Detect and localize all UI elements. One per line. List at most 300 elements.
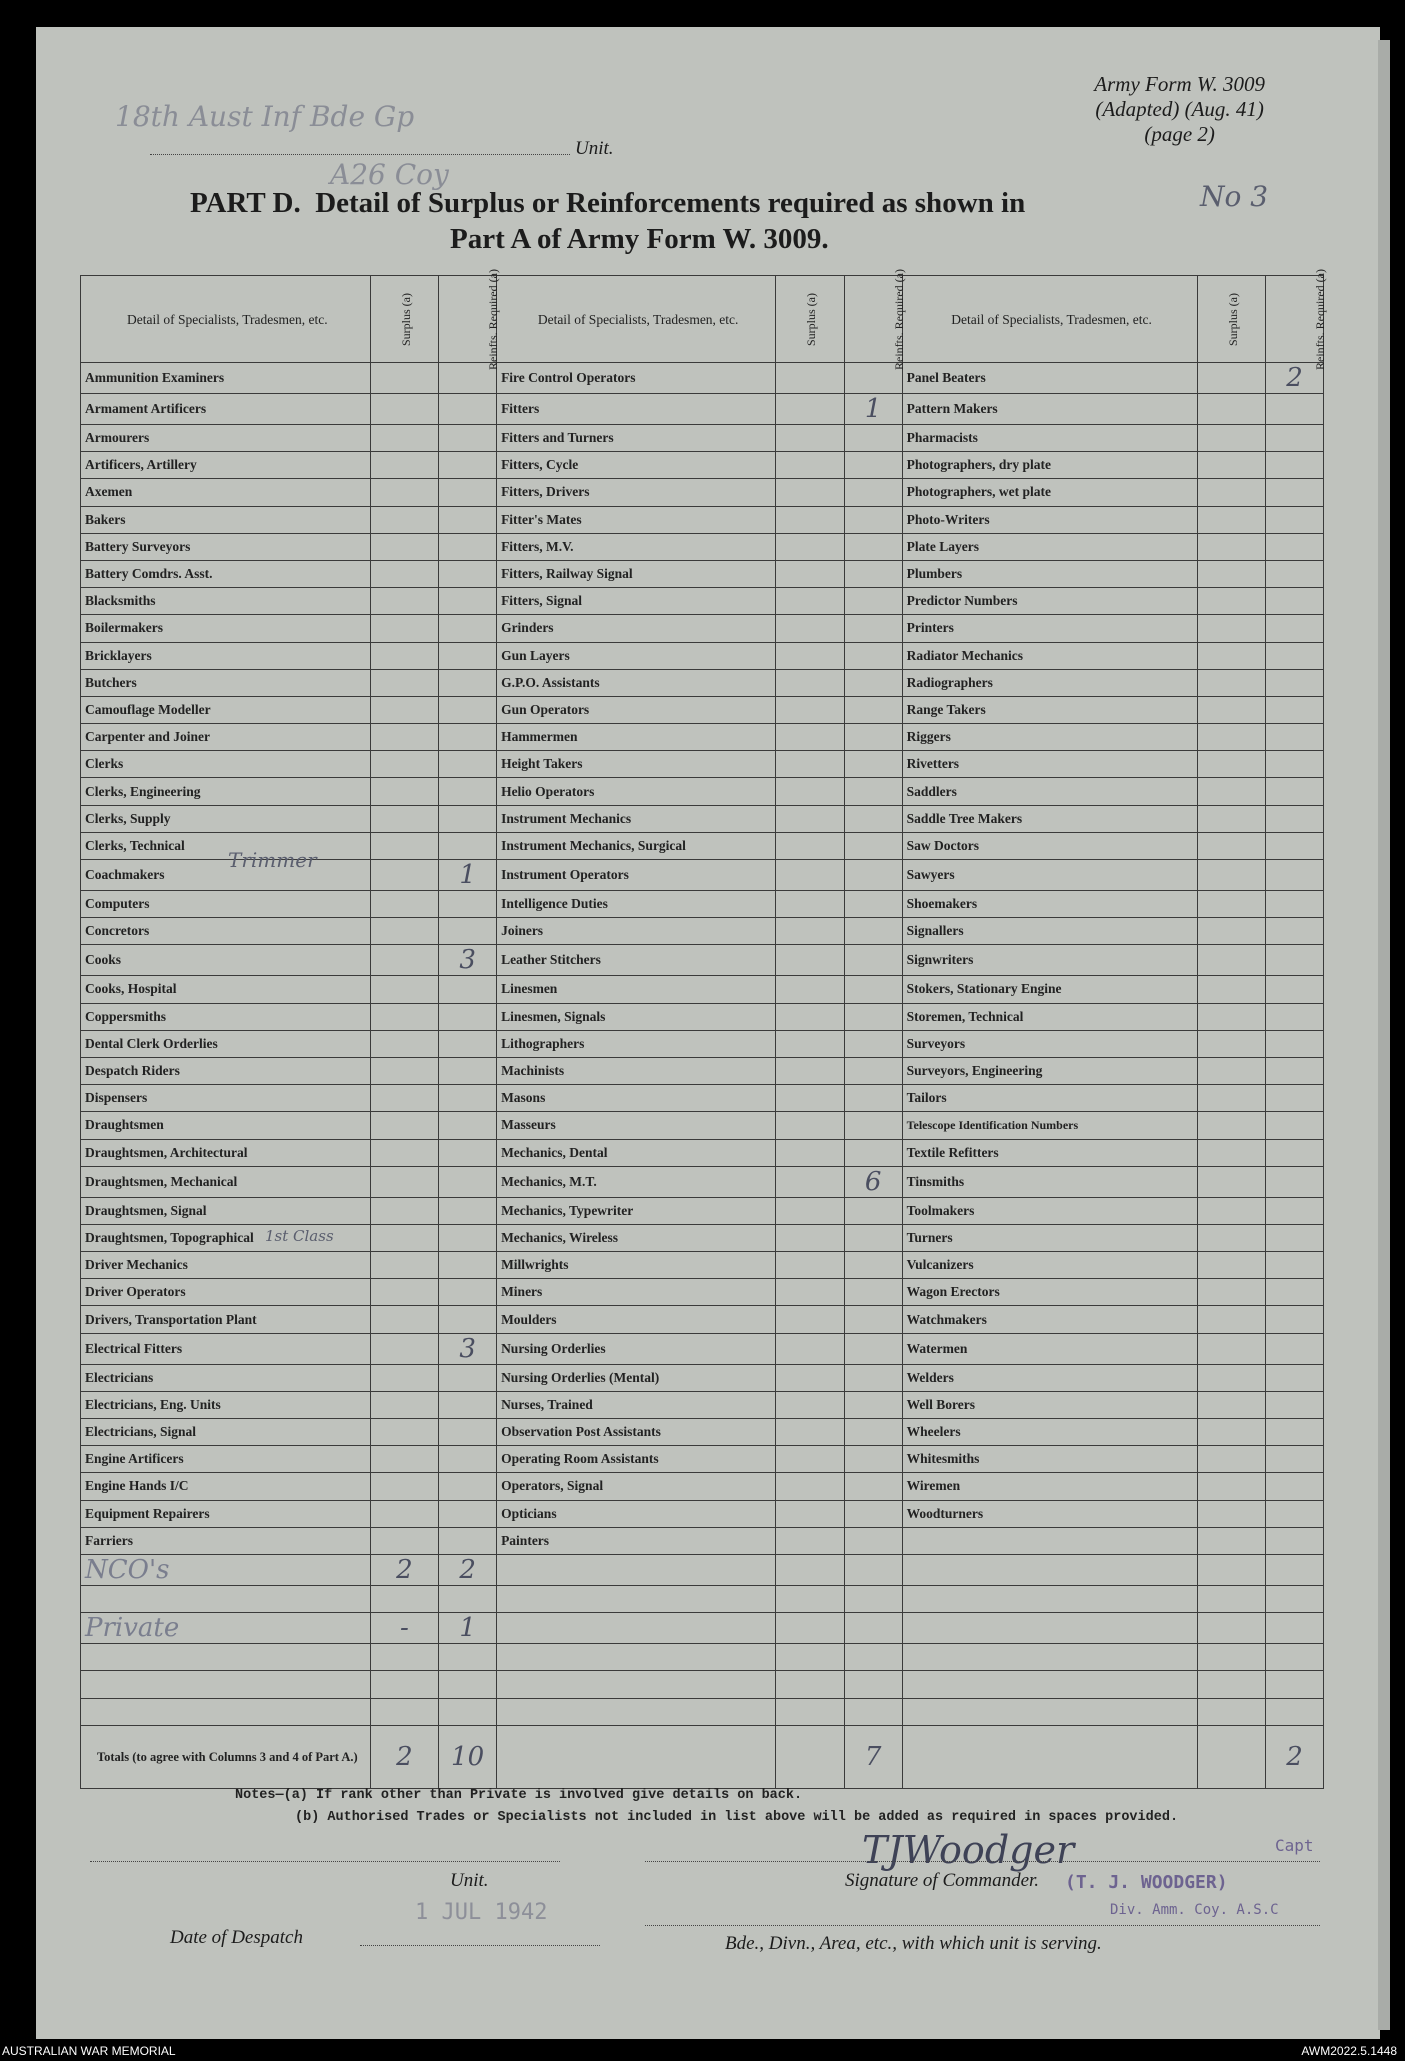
- detail-cell: Radiator Mechanics: [902, 642, 1197, 669]
- reinfts-cell: [439, 1698, 497, 1725]
- reinfts-cell: [844, 642, 902, 669]
- reinfts-cell: [1266, 1030, 1324, 1057]
- reinfts-cell: [439, 1197, 497, 1224]
- detail-cell: Equipment Repairers: [81, 1500, 371, 1527]
- surplus-cell: [1197, 1613, 1265, 1644]
- note-b: (b) Authorised Trades or Specialists not included in list above will be added as required in spaces provided.: [295, 1810, 1179, 1825]
- reinfts-cell: [1266, 1554, 1324, 1585]
- detail-cell: Grinders: [497, 615, 776, 642]
- detail-cell: Riggers: [902, 724, 1197, 751]
- reinfts-cell: [844, 1112, 902, 1139]
- detail-cell: Nurses, Trained: [497, 1391, 776, 1418]
- table-row: [81, 805, 1324, 832]
- stamp-rank: Capt: [1275, 1836, 1314, 1855]
- surplus-cell: [776, 1279, 844, 1306]
- surplus-cell: [1197, 560, 1265, 587]
- footer-unit-label: Unit.: [450, 1870, 489, 1891]
- surplus-header-1: Surplus (a): [370, 276, 438, 363]
- surplus-cell: [776, 945, 844, 976]
- reinfts-cell: [439, 425, 497, 452]
- surplus-cell: [1197, 1306, 1265, 1333]
- detail-cell: Predictor Numbers: [902, 588, 1197, 615]
- surplus-cell: [370, 425, 438, 452]
- despatch-line: [360, 1945, 600, 1946]
- surplus-cell: [370, 452, 438, 479]
- reinfts-cell: [1266, 1085, 1324, 1112]
- detail-cell: Range Takers: [902, 696, 1197, 723]
- detail-cell: Electricians: [81, 1364, 371, 1391]
- surplus-cell: [370, 506, 438, 533]
- reinfts-cell: [844, 1139, 902, 1166]
- reinfts-cell: [844, 778, 902, 805]
- detail-cell: [902, 1698, 1197, 1725]
- reinfts-cell: [1266, 560, 1324, 587]
- detail-cell: Whitesmiths: [902, 1446, 1197, 1473]
- reinfts-cell: [844, 724, 902, 751]
- detail-cell: Plate Layers: [902, 533, 1197, 560]
- table-row: [81, 724, 1324, 751]
- detail-header-3: Detail of Specialists, Tradesmen, etc.: [902, 276, 1197, 363]
- detail-cell: Printers: [902, 615, 1197, 642]
- surplus-cell: [1197, 642, 1265, 669]
- reinfts-cell: [844, 860, 902, 891]
- surplus-cell: [1197, 479, 1265, 506]
- detail-cell: Machinists: [497, 1057, 776, 1084]
- reinfts-cell: [439, 1139, 497, 1166]
- detail-cell: Operators, Signal: [497, 1473, 776, 1500]
- notes-block: [235, 1785, 1178, 1829]
- detail-cell: Armourers: [81, 425, 371, 452]
- detail-cell: Draughtsmen: [81, 1112, 371, 1139]
- reinfts-cell: [1266, 1391, 1324, 1418]
- totals-blank-2: [497, 1725, 776, 1788]
- detail-cell: Engine Hands I/C: [81, 1473, 371, 1500]
- reinfts-cell: [844, 1197, 902, 1224]
- detail-cell: Telescope Identification Numbers: [902, 1112, 1197, 1139]
- detail-cell: Boilermakers: [81, 615, 371, 642]
- table-row: [81, 1419, 1324, 1446]
- detail-cell: [902, 1585, 1197, 1612]
- reinfts-cell: 3: [439, 1333, 497, 1364]
- surplus-cell: [370, 696, 438, 723]
- page-edge: [1378, 40, 1390, 2030]
- surplus-cell: [1197, 696, 1265, 723]
- surplus-cell: [370, 1473, 438, 1500]
- totals-surplus-2: [776, 1725, 844, 1788]
- surplus-cell: [776, 1527, 844, 1554]
- surplus-cell: [1197, 1085, 1265, 1112]
- signature-line: [645, 1861, 1320, 1862]
- specialists-table: [80, 269, 1327, 1789]
- surplus-cell: [1197, 1279, 1265, 1306]
- surplus-cell: [370, 642, 438, 669]
- surplus-cell: [776, 696, 844, 723]
- surplus-cell: [776, 1500, 844, 1527]
- reinfts-cell: [439, 976, 497, 1003]
- totals-reinfts-3: 2: [1266, 1725, 1324, 1788]
- reinfts-cell: 6: [844, 1166, 902, 1197]
- bde-label: Bde., Divn., Area, etc., with which unit is serving.: [725, 1933, 1102, 1954]
- header-row: [81, 276, 1324, 363]
- surplus-cell: [370, 1698, 438, 1725]
- table-row: [81, 1252, 1324, 1279]
- reinfts-cell: [439, 1500, 497, 1527]
- detail-cell: Stokers, Stationary Engine: [902, 976, 1197, 1003]
- surplus-cell: [776, 1613, 844, 1644]
- reinfts-cell: [1266, 1112, 1324, 1139]
- note-a: Notes—(a) If rank other than Private is involved give details on back.: [235, 1788, 803, 1803]
- surplus-cell: [370, 615, 438, 642]
- surplus-cell: [776, 751, 844, 778]
- reinfts-cell: 3: [439, 945, 497, 976]
- detail-cell: Operating Room Assistants: [497, 1446, 776, 1473]
- table-row: [81, 1473, 1324, 1500]
- detail-cell: Radiographers: [902, 669, 1197, 696]
- table-row: [81, 533, 1324, 560]
- surplus-cell: [776, 1166, 844, 1197]
- reinfts-cell: [439, 452, 497, 479]
- table-row: [81, 1500, 1324, 1527]
- detail-cell: Textile Refitters: [902, 1139, 1197, 1166]
- detail-cell: Surveyors, Engineering: [902, 1057, 1197, 1084]
- surplus-cell: [1197, 1112, 1265, 1139]
- reinfts-cell: [1266, 1197, 1324, 1224]
- signature-label: Signature of Commander.: [845, 1870, 1040, 1891]
- reinfts-cell: [1266, 1527, 1324, 1554]
- detail-cell: Observation Post Assistants: [497, 1419, 776, 1446]
- table-row: [81, 1554, 1324, 1585]
- surplus-cell: [1197, 533, 1265, 560]
- detail-cell: Electricians, Signal: [81, 1419, 371, 1446]
- table-row: [81, 1030, 1324, 1057]
- surplus-cell: [1197, 1057, 1265, 1084]
- reinfts-cell: [439, 778, 497, 805]
- reinfts-cell: 2: [1266, 363, 1324, 394]
- reinfts-cell: [1266, 805, 1324, 832]
- reinfts-cell: [844, 1446, 902, 1473]
- table-row: [81, 1306, 1324, 1333]
- surplus-cell: [776, 1554, 844, 1585]
- surplus-cell: [776, 669, 844, 696]
- detail-cell: Artificers, Artillery: [81, 452, 371, 479]
- surplus-cell: [1197, 1644, 1265, 1671]
- surplus-cell: [1197, 1500, 1265, 1527]
- reinfts-cell: [439, 533, 497, 560]
- detail-cell: Panel Beaters: [902, 363, 1197, 394]
- detail-cell: Wiremen: [902, 1473, 1197, 1500]
- surplus-cell: [776, 642, 844, 669]
- form-reference: [1094, 72, 1265, 147]
- detail-cell: Saddlers: [902, 778, 1197, 805]
- reinfts-header-1: Reinfts. Required (a): [439, 276, 497, 363]
- detail-cell: Dental Clerk Orderlies: [81, 1030, 371, 1057]
- surplus-cell: [370, 976, 438, 1003]
- surplus-header-2: Surplus (a): [776, 276, 844, 363]
- surplus-cell: [1197, 1446, 1265, 1473]
- detail-cell: Height Takers: [497, 751, 776, 778]
- detail-cell: Lithographers: [497, 1030, 776, 1057]
- surplus-cell: [370, 1333, 438, 1364]
- reinfts-cell: [1266, 696, 1324, 723]
- detail-cell: Instrument Mechanics, Surgical: [497, 832, 776, 859]
- detail-cell: Saddle Tree Makers: [902, 805, 1197, 832]
- detail-cell: [81, 1585, 371, 1612]
- detail-cell: Concretors: [81, 918, 371, 945]
- detail-cell: [81, 1644, 371, 1671]
- reinfts-cell: [844, 615, 902, 642]
- reinfts-cell: [844, 1644, 902, 1671]
- surplus-cell: [1197, 1224, 1265, 1251]
- table-row: [81, 1197, 1324, 1224]
- surplus-cell: [370, 1527, 438, 1554]
- reinfts-cell: [844, 560, 902, 587]
- totals-surplus-3: [1197, 1725, 1265, 1788]
- detail-cell: Bakers: [81, 506, 371, 533]
- surplus-cell: [370, 1030, 438, 1057]
- reinfts-cell: [844, 1030, 902, 1057]
- detail-cell: [902, 1527, 1197, 1554]
- detail-cell: Watermen: [902, 1333, 1197, 1364]
- reinfts-cell: [439, 1057, 497, 1084]
- detail-cell: [497, 1585, 776, 1612]
- detail-cell: Gun Operators: [497, 696, 776, 723]
- reinfts-cell: [1266, 425, 1324, 452]
- detail-cell: Fitters, Cycle: [497, 452, 776, 479]
- surplus-cell: [370, 1252, 438, 1279]
- reinfts-cell: [1266, 1364, 1324, 1391]
- totals-reinfts-2: 7: [844, 1725, 902, 1788]
- reinfts-cell: [1266, 506, 1324, 533]
- reinfts-cell: [439, 394, 497, 425]
- detail-cell: Saw Doctors: [902, 832, 1197, 859]
- page-title: [190, 185, 1170, 257]
- surplus-cell: [1197, 1419, 1265, 1446]
- unit-handwriting-1: 18th Aust Inf Bde Gp: [115, 100, 415, 133]
- reinfts-cell: [844, 1306, 902, 1333]
- reinfts-cell: [439, 506, 497, 533]
- detail-cell: Driver Mechanics: [81, 1252, 371, 1279]
- reinfts-cell: [1266, 1279, 1324, 1306]
- table-row: [81, 1585, 1324, 1612]
- detail-cell: [497, 1671, 776, 1698]
- table-row: [81, 1698, 1324, 1725]
- surplus-cell: [370, 1057, 438, 1084]
- detail-cell: Dispensers: [81, 1085, 371, 1112]
- reinfts-cell: [844, 1252, 902, 1279]
- surplus-cell: [776, 1473, 844, 1500]
- reinfts-cell: [439, 805, 497, 832]
- surplus-cell: [776, 1139, 844, 1166]
- table-row: [81, 891, 1324, 918]
- reinfts-header-3: Reinfts. Required (a): [1266, 276, 1324, 363]
- reinfts-cell: [439, 1585, 497, 1612]
- reinfts-cell: [439, 1003, 497, 1030]
- surplus-cell: [776, 560, 844, 587]
- surplus-cell: [1197, 832, 1265, 859]
- reinfts-cell: [844, 832, 902, 859]
- reinfts-cell: [439, 1279, 497, 1306]
- reinfts-cell: [844, 425, 902, 452]
- coachmakers-annotation: Trimmer: [228, 848, 317, 872]
- detail-cell: Drivers, Transportation Plant: [81, 1306, 371, 1333]
- unit-footer-line: [90, 1861, 560, 1862]
- surplus-cell: [370, 1644, 438, 1671]
- reinfts-cell: [439, 832, 497, 859]
- reinfts-cell: [1266, 918, 1324, 945]
- detail-cell: Woodturners: [902, 1500, 1197, 1527]
- detail-cell: Masseurs: [497, 1112, 776, 1139]
- reinfts-cell: [844, 1333, 902, 1364]
- reinfts-cell: [439, 696, 497, 723]
- detail-cell: Sawyers: [902, 860, 1197, 891]
- surplus-cell: [776, 832, 844, 859]
- detail-cell: Private: [81, 1613, 371, 1644]
- table-row: [81, 918, 1324, 945]
- detail-cell: Instrument Operators: [497, 860, 776, 891]
- reinfts-cell: [439, 1224, 497, 1251]
- detail-cell: Intelligence Duties: [497, 891, 776, 918]
- detail-cell: Toolmakers: [902, 1197, 1197, 1224]
- surplus-cell: [370, 832, 438, 859]
- surplus-cell: [370, 1085, 438, 1112]
- detail-cell: G.P.O. Assistants: [497, 669, 776, 696]
- surplus-cell: [776, 588, 844, 615]
- detail-cell: Fitters, Drivers: [497, 479, 776, 506]
- table-row: [81, 1279, 1324, 1306]
- detail-cell: [81, 1671, 371, 1698]
- detail-cell: Instrument Mechanics: [497, 805, 776, 832]
- surplus-cell: [1197, 945, 1265, 976]
- table-row: [81, 1057, 1324, 1084]
- reinfts-cell: [1266, 1224, 1324, 1251]
- surplus-cell: [776, 1112, 844, 1139]
- surplus-cell: [1197, 891, 1265, 918]
- reinfts-cell: [439, 1306, 497, 1333]
- detail-cell: Camouflage Modeller: [81, 696, 371, 723]
- table-row: [81, 479, 1324, 506]
- reinfts-cell: [439, 479, 497, 506]
- surplus-cell: [776, 1644, 844, 1671]
- reinfts-cell: [1266, 1057, 1324, 1084]
- table-row: [81, 1671, 1324, 1698]
- surplus-cell: [776, 1030, 844, 1057]
- reinfts-cell: [1266, 832, 1324, 859]
- surplus-cell: [370, 1500, 438, 1527]
- detail-cell: Photo-Writers: [902, 506, 1197, 533]
- detail-cell: Photographers, wet plate: [902, 479, 1197, 506]
- surplus-cell: [776, 1364, 844, 1391]
- detail-cell: Ammunition Examiners: [81, 363, 371, 394]
- reinfts-cell: [1266, 778, 1324, 805]
- reinfts-cell: [1266, 669, 1324, 696]
- surplus-cell: [370, 778, 438, 805]
- detail-cell: Axemen: [81, 479, 371, 506]
- reinfts-cell: [844, 1671, 902, 1698]
- detail-cell: Armament Artificers: [81, 394, 371, 425]
- surplus-cell: [776, 1057, 844, 1084]
- reinfts-cell: [844, 1473, 902, 1500]
- totals-row: [81, 1725, 1324, 1788]
- reinfts-cell: [844, 696, 902, 723]
- detail-cell: Surveyors: [902, 1030, 1197, 1057]
- surplus-cell: [776, 805, 844, 832]
- surplus-cell: [776, 533, 844, 560]
- detail-cell: Miners: [497, 1279, 776, 1306]
- detail-cell: Leather Stitchers: [497, 945, 776, 976]
- totals-label: Totals (to agree with Columns 3 and 4 of Part A.): [81, 1725, 371, 1788]
- surplus-cell: 2: [370, 1554, 438, 1585]
- surplus-cell: -: [370, 1613, 438, 1644]
- table-row: [81, 1364, 1324, 1391]
- detail-cell: Nursing Orderlies (Mental): [497, 1364, 776, 1391]
- detail-cell: Watchmakers: [902, 1306, 1197, 1333]
- table-row: [81, 1446, 1324, 1473]
- surplus-cell: [776, 1391, 844, 1418]
- detail-cell: [497, 1613, 776, 1644]
- reinfts-cell: [844, 1224, 902, 1251]
- reinfts-cell: [844, 1419, 902, 1446]
- reinfts-cell: [1266, 1333, 1324, 1364]
- reinfts-cell: [439, 1112, 497, 1139]
- commander-signature: TJWoodger: [862, 1828, 1075, 1872]
- reinfts-cell: [844, 805, 902, 832]
- surplus-cell: [1197, 1003, 1265, 1030]
- surplus-cell: [1197, 918, 1265, 945]
- surplus-cell: [370, 394, 438, 425]
- reinfts-cell: [1266, 1671, 1324, 1698]
- reinfts-cell: [1266, 588, 1324, 615]
- reinfts-cell: [439, 615, 497, 642]
- surplus-cell: [776, 1698, 844, 1725]
- detail-cell: [497, 1554, 776, 1585]
- table-row: [81, 1527, 1324, 1554]
- table-row: [81, 1613, 1324, 1644]
- table-row: [81, 1112, 1324, 1139]
- reinfts-cell: [439, 891, 497, 918]
- despatch-label: Date of Despatch: [170, 1927, 303, 1948]
- surplus-cell: [776, 1446, 844, 1473]
- detail-cell: NCO's: [81, 1554, 371, 1585]
- reinfts-cell: 1: [439, 1613, 497, 1644]
- reinfts-cell: [844, 1585, 902, 1612]
- detail-cell: [902, 1644, 1197, 1671]
- driver-mech-annotation: 1st Class: [265, 1227, 334, 1245]
- detail-cell: Hammermen: [497, 724, 776, 751]
- totals-surplus-1: 2: [370, 1725, 438, 1788]
- surplus-cell: [776, 778, 844, 805]
- detail-cell: Signwriters: [902, 945, 1197, 976]
- table-row: [81, 363, 1324, 394]
- detail-cell: Tailors: [902, 1085, 1197, 1112]
- surplus-cell: [1197, 805, 1265, 832]
- surplus-cell: [1197, 1166, 1265, 1197]
- detail-cell: Wheelers: [902, 1419, 1197, 1446]
- stamp-unit: Div. Amm. Coy. A.S.C: [1110, 1902, 1279, 1918]
- reinfts-cell: [1266, 1139, 1324, 1166]
- surplus-cell: [1197, 976, 1265, 1003]
- reinfts-cell: [439, 1473, 497, 1500]
- detail-cell: Pattern Makers: [902, 394, 1197, 425]
- detail-cell: Fitters, M.V.: [497, 533, 776, 560]
- reinfts-cell: [844, 1279, 902, 1306]
- surplus-cell: [1197, 425, 1265, 452]
- table-row: [81, 1139, 1324, 1166]
- reinfts-cell: [439, 1252, 497, 1279]
- surplus-cell: [370, 1585, 438, 1612]
- surplus-cell: [776, 891, 844, 918]
- totals-reinfts-1: 10: [439, 1725, 497, 1788]
- detail-cell: Draughtsmen, Mechanical: [81, 1166, 371, 1197]
